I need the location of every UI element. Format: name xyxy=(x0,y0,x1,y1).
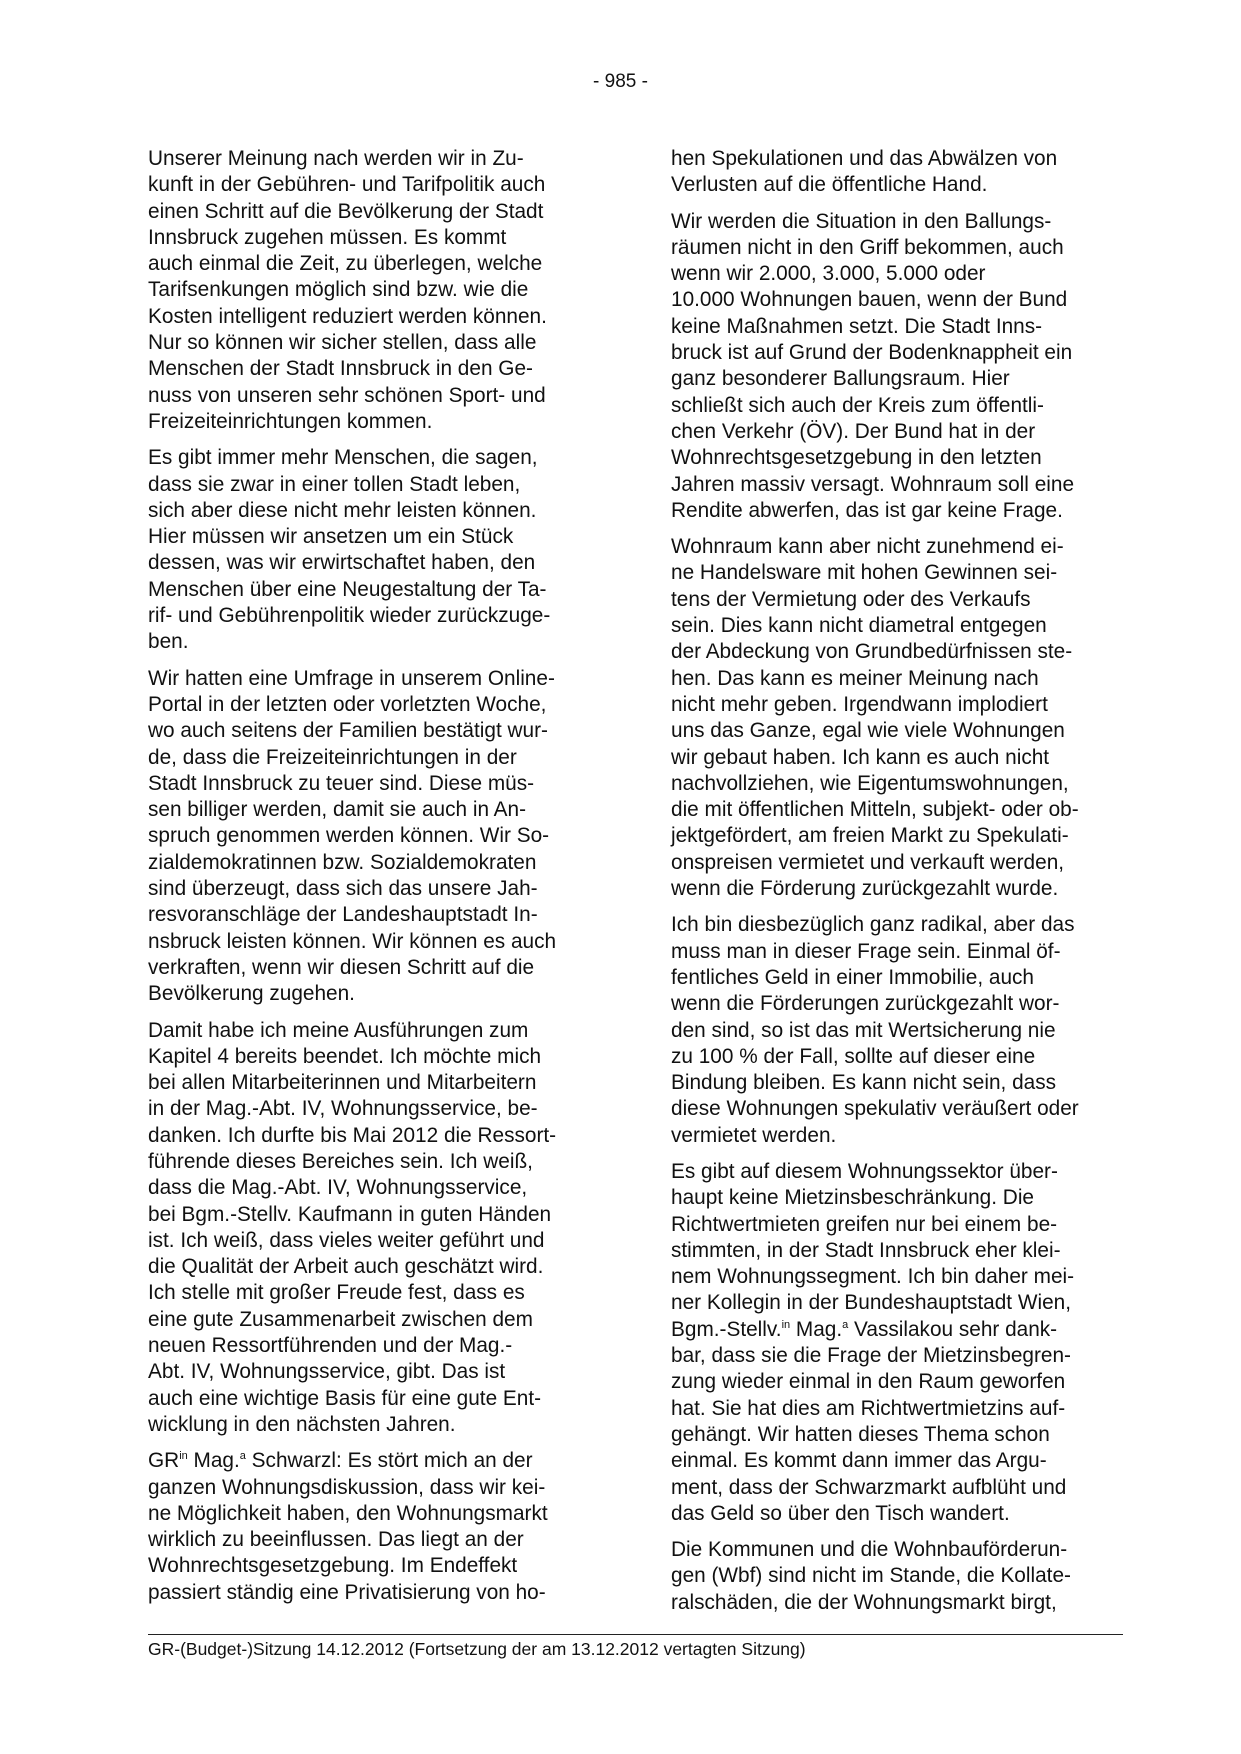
text-line: Ich stelle mit großer Freude fest, dass es xyxy=(148,1281,525,1305)
text-line: ne Handelsware mit hohen Gewinnen sei- xyxy=(671,561,1058,585)
text-line: Ich bin diesbezüglich ganz radikal, aber das xyxy=(671,913,1075,937)
paragraph xyxy=(671,209,1079,525)
superscript: in xyxy=(781,1318,791,1331)
text-line: Richtwertmieten greifen nur bei einem be- xyxy=(671,1212,1058,1236)
text-line: vermietet werden. xyxy=(671,1123,837,1147)
text-line: Abt. IV, Wohnungsservice, gibt. Das ist xyxy=(148,1360,506,1384)
paragraph xyxy=(671,912,1079,1149)
paragraph xyxy=(148,1018,556,1439)
text-line: Wohnrechtsgesetzgebung in den letzten xyxy=(671,446,1042,470)
text-line: rif- und Gebührenpolitik wieder zurückzuge- xyxy=(148,604,551,628)
text-line: Tarifsenkungen möglich sind bzw. wie die xyxy=(148,278,529,302)
text-line: die mit öffentlichen Mitteln, subjekt- oder ob- xyxy=(671,798,1079,822)
text-line: Verlusten auf die öffentliche Hand. xyxy=(671,173,988,197)
text-line: haupt keine Mietzinsbeschränkung. Die xyxy=(671,1186,1035,1210)
text-line: diese Wohnungen spekulativ veräußert oder xyxy=(671,1097,1079,1121)
text-line: bei allen Mitarbeiterinnen und Mitarbeitern xyxy=(148,1071,537,1095)
text-line: Innsbruck zugehen müssen. Es kommt xyxy=(148,225,507,249)
text-line: Stadt Innsbruck zu teuer sind. Diese müs- xyxy=(148,771,535,795)
text-line: muss man in dieser Frage sein. Einmal öf- xyxy=(671,939,1061,963)
text-line: Unserer Meinung nach werden wir in Zu- xyxy=(148,147,524,170)
text-line: kunft in der Gebühren- und Tarifpolitik auch xyxy=(148,173,546,197)
text-line: ralschäden, die der Wohnungsmarkt birgt, xyxy=(671,1590,1057,1614)
text-line: führende dieses Bereiches sein. Ich weiß, xyxy=(148,1149,533,1173)
text-line: stimmten, in der Stadt Innsbruck eher klei- xyxy=(671,1238,1061,1262)
text-line: chen Verkehr (ÖV). Der Bund hat in der xyxy=(671,419,1036,443)
text-line: hat. Sie hat dies am Richtwertmietzins auf- xyxy=(671,1396,1066,1420)
paragraph xyxy=(671,1159,1079,1527)
text-line: passiert ständig eine Privatisierung von ho- xyxy=(148,1580,546,1604)
text-line: Bindung bleiben. Es kann nicht sein, dass xyxy=(671,1071,1056,1095)
paragraph xyxy=(671,1537,1079,1616)
text-line: verkraften, wenn wir diesen Schritt auf die xyxy=(148,955,535,979)
text-line: gehängt. Wir hatten dieses Thema schon xyxy=(671,1422,1050,1446)
paragraph xyxy=(671,534,1079,902)
text-line: wenn die Förderung zurückgezahlt wurde. xyxy=(671,877,1059,901)
text-line: Kapitel 4 bereits beendet. Ich möchte mich xyxy=(148,1044,542,1068)
text-line: sind überzeugt, dass sich das unsere Jah- xyxy=(148,877,538,901)
text-line: onspreisen vermietet und verkauft werden, xyxy=(671,850,1065,874)
text-line: Es gibt immer mehr Menschen, die sagen, xyxy=(148,446,538,470)
text-line: Kosten intelligent reduziert werden können. xyxy=(148,304,547,328)
right-column xyxy=(671,146,1079,1626)
text-line: 10.000 Wohnungen bauen, wenn der Bund xyxy=(671,288,1068,312)
text-line: wirklich zu beeinflussen. Das liegt an der xyxy=(148,1528,524,1552)
paragraph xyxy=(148,666,556,1008)
text-line: eine gute Zusammenarbeit zwischen dem xyxy=(148,1307,533,1331)
text-line: Jahren massiv versagt. Wohnraum soll eine xyxy=(671,472,1075,496)
text-line: zung wieder einmal in den Raum geworfen xyxy=(671,1370,1066,1394)
paragraph xyxy=(148,445,556,655)
text-line: Bgm.-Stellv.$^{in}$ Mag.$^a$ Vassilakou sehr dank- xyxy=(671,1317,1058,1341)
text-line: hen Spekulationen und das Abwälzen von xyxy=(671,147,1058,170)
text-line: wo auch seitens der Familien bestätigt wur- xyxy=(148,719,548,743)
text-line: Wir werden die Situation in den Ballungs- xyxy=(671,209,1052,233)
text-line: Menschen über eine Neugestaltung der Ta- xyxy=(148,577,547,601)
text-line: ganz besonderer Ballungsraum. Hier xyxy=(671,367,1010,391)
text-line: der Abdeckung von Grundbedürfnissen ste- xyxy=(671,640,1073,664)
text-line: Bevölkerung zugehen. xyxy=(148,982,355,1006)
text-line: Menschen der Stadt Innsbruck in den Ge- xyxy=(148,357,533,381)
text-line: danken. Ich durfte bis Mai 2012 die Ressort- xyxy=(148,1123,557,1147)
text-line: sich aber diese nicht mehr leisten können. xyxy=(148,498,537,522)
footer: GR-(Budget-)Sitzung 14.12.2012 (Fortsetzung der am 13.12.2012 vertagten Sitzung) xyxy=(148,1639,806,1659)
superscript: a xyxy=(842,1318,849,1331)
text-line: das Geld so über den Tisch wandert. xyxy=(671,1501,1010,1525)
page-number: - 985 - xyxy=(593,71,648,92)
text-line: sen billiger werden, damit sie auch in An- xyxy=(148,798,527,822)
text-line: Damit habe ich meine Ausführungen zum xyxy=(148,1018,529,1042)
text-line: ner Kollegin in der Bundeshauptstadt Wien, xyxy=(671,1291,1072,1315)
text-line: ben. xyxy=(148,630,189,654)
footer-divider xyxy=(148,1634,1123,1635)
text-line: Wohnrechtsgesetzgebung. Im Endeffekt xyxy=(148,1554,518,1578)
text-line: Die Kommunen und die Wohnbauförderun- xyxy=(671,1538,1068,1562)
text-line: wenn wir 2.000, 3.000, 5.000 oder xyxy=(671,262,986,286)
text-line: dass die Mag.-Abt. IV, Wohnungsservice, xyxy=(148,1176,528,1200)
text-line: ment, dass der Schwarzmarkt aufblüht und xyxy=(671,1475,1067,1499)
text-line: nuss von unseren sehr schönen Sport- und xyxy=(148,383,546,407)
text-line: $GR^{in}$ Mag.$^a$ Schwarzl: Es stört mich an der xyxy=(148,1449,533,1473)
text-line: nachvollziehen, wie Eigentumswohnungen, xyxy=(671,771,1069,795)
text-line: dass sie zwar in einer tollen Stadt leben, xyxy=(148,472,521,496)
text-line: Portal in der letzten oder vorletzten Woche, xyxy=(148,692,547,716)
superscript: in xyxy=(179,1450,188,1463)
text-line: Freizeiteinrichtungen kommen. xyxy=(148,409,433,433)
left-column xyxy=(148,146,556,1616)
text-line: zialdemokratinnen bzw. Sozialdemokraten xyxy=(148,850,537,874)
text-line: de, dass die Freizeiteinrichtungen in der xyxy=(148,745,517,769)
text-line: nem Wohnungssegment. Ich bin daher mei- xyxy=(671,1265,1075,1289)
text-line: zu 100 % der Fall, sollte auf dieser eine xyxy=(671,1044,1036,1068)
text-line: uns das Ganze, egal wie viele Wohnungen xyxy=(671,719,1065,743)
text-line: bruck ist auf Grund der Bodenknappheit ein xyxy=(671,341,1073,365)
text-line: neuen Ressortführenden und der Mag.- xyxy=(148,1334,513,1358)
text-line: nsbruck leisten können. Wir können es auch xyxy=(148,929,557,953)
text-line: auch eine wichtige Basis für eine gute Ent- xyxy=(148,1386,542,1410)
paragraph xyxy=(148,1448,556,1606)
text-line: nicht mehr geben. Irgendwann implodiert xyxy=(671,692,1048,716)
text-line: Wohnraum kann aber nicht zunehmend ei- xyxy=(671,535,1064,559)
text-line: ne Möglichkeit haben, den Wohnungsmarkt xyxy=(148,1501,548,1525)
text-line: schließt sich auch der Kreis zum öffentli- xyxy=(671,393,1044,417)
text-line: den sind, so ist das mit Wertsicherung nie xyxy=(671,1018,1056,1042)
text-line: keine Maßnahmen setzt. Die Stadt Inns- xyxy=(671,314,1043,338)
text-line: wenn die Förderungen zurückgezahlt wor- xyxy=(671,992,1060,1016)
text-line: tens der Vermietung oder des Verkaufs xyxy=(671,587,1031,611)
text-line: die Qualität der Arbeit auch geschätzt wird. xyxy=(148,1255,544,1279)
text-line: fentliches Geld in einer Immobilie, auch xyxy=(671,965,1034,989)
text-line: gen (Wbf) sind nicht im Stande, die Kollate- xyxy=(671,1564,1071,1588)
text-line: spruch genommen werden können. Wir So- xyxy=(148,824,550,848)
text-line: einen Schritt auf die Bevölkerung der Stadt xyxy=(148,199,544,223)
text-line: dessen, was wir erwirtschaftet haben, den xyxy=(148,551,536,575)
text-line: sein. Dies kann nicht diametral entgegen xyxy=(671,614,1047,638)
superscript: a xyxy=(239,1450,246,1463)
text-line: ist. Ich weiß, dass vieles weiter geführt und xyxy=(148,1228,545,1252)
text-line: bei Bgm.-Stellv. Kaufmann in guten Händen xyxy=(148,1202,552,1226)
paragraph xyxy=(148,146,556,435)
text-line: räumen nicht in den Griff bekommen, auch xyxy=(671,235,1064,259)
text-line: einmal. Es kommt dann immer das Argu- xyxy=(671,1449,1047,1473)
text-line: wicklung in den nächsten Jahren. xyxy=(148,1412,456,1436)
text-line: wir gebaut haben. Ich kann es auch nicht xyxy=(671,745,1050,769)
text-line: Es gibt auf diesem Wohnungssektor über- xyxy=(671,1159,1058,1183)
text-line: Rendite abwerfen, das ist gar keine Frage. xyxy=(671,498,1063,522)
text-line: jektgefördert, am freien Markt zu Spekulati- xyxy=(671,824,1069,848)
text-line: hen. Das kann es meiner Meinung nach xyxy=(671,666,1039,690)
text-line: in der Mag.-Abt. IV, Wohnungsservice, be- xyxy=(148,1097,538,1121)
text-line: ganzen Wohnungsdiskussion, dass wir kei- xyxy=(148,1475,546,1499)
text-line: Wir hatten eine Umfrage in unserem Online- xyxy=(148,666,555,690)
text-line: Hier müssen wir ansetzen um ein Stück xyxy=(148,525,514,549)
text-line: bar, dass sie die Frage der Mietzinsbegren- xyxy=(671,1344,1071,1368)
text-line: Nur so können wir sicher stellen, dass alle xyxy=(148,331,537,355)
text-line: auch einmal die Zeit, zu überlegen, welche xyxy=(148,252,543,276)
paragraph xyxy=(671,146,1079,199)
text-line: resvoranschläge der Landeshauptstadt In- xyxy=(148,903,538,927)
